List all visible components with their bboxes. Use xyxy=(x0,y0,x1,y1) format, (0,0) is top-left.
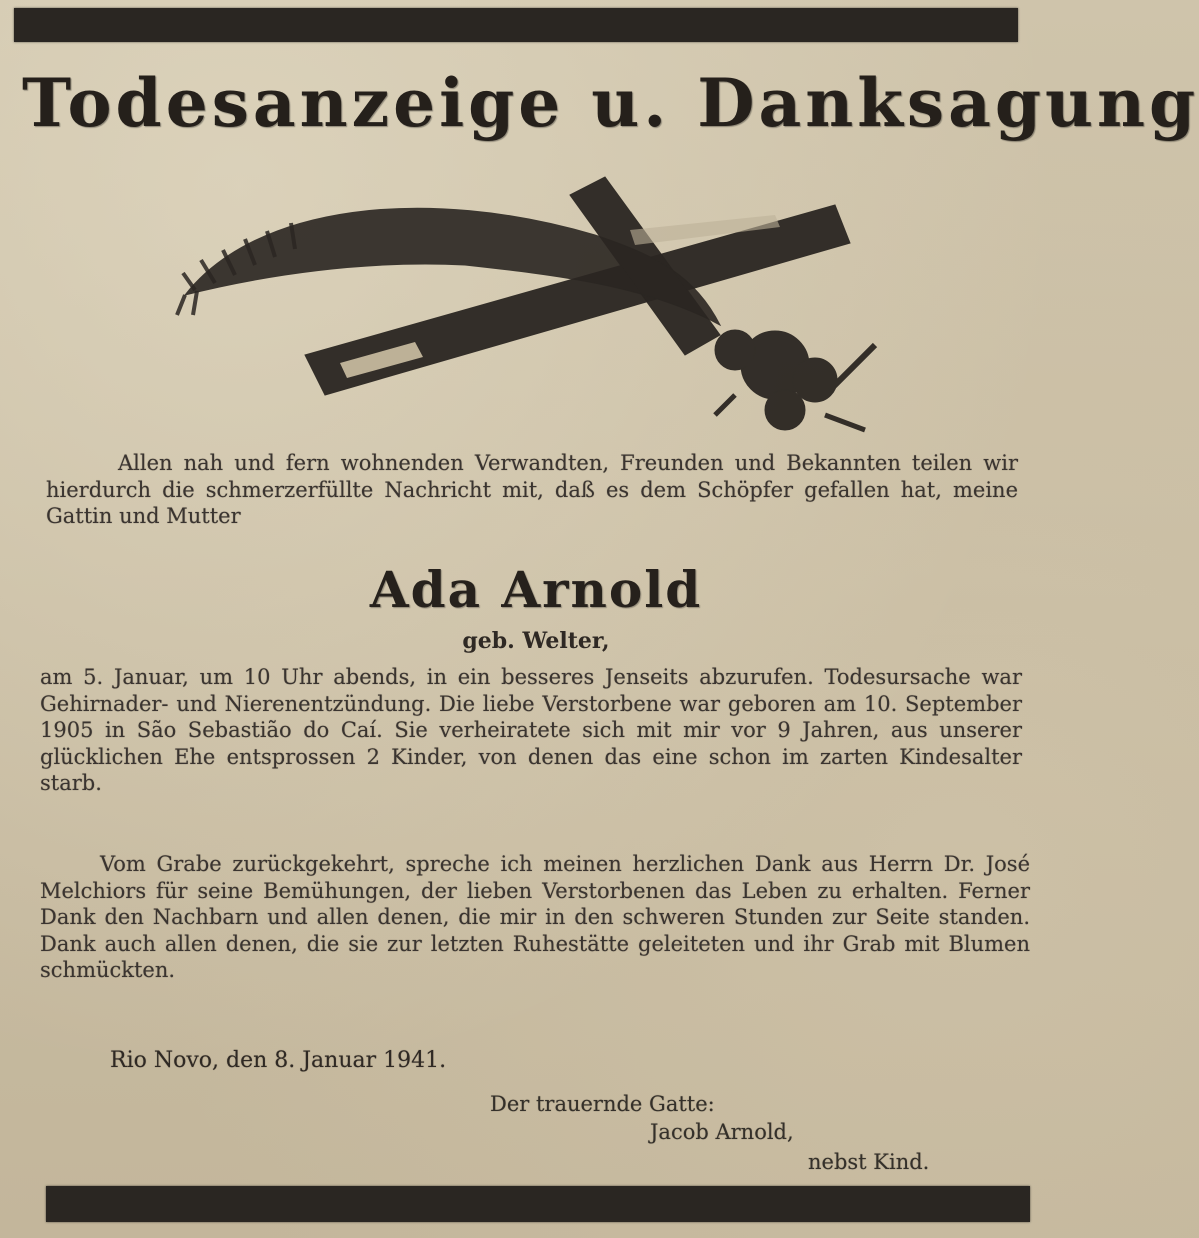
deceased-name: Ada Arnold xyxy=(369,560,703,619)
place-and-date: Rio Novo, den 8. Januar 1941. xyxy=(110,1048,447,1073)
signature-suffix: nebst Kind. xyxy=(808,1150,930,1174)
top-rule xyxy=(14,8,1018,42)
bottom-rule xyxy=(46,1186,1030,1222)
intro-paragraph: Allen nah und fern wohnenden Verwandten, Freunden und Bekannten teilen wir hierdurch die schmerzerfüllte Nachricht mit, daß es dem Schöpfer gefallen hat, meine Gattin und Mutter xyxy=(46,451,1018,528)
maiden-name: geb. Welter, xyxy=(462,628,610,654)
announcement-heading: Todesanzeige u. Danksagung xyxy=(22,64,1199,142)
thanks-paragraph: Vom Grabe zurückgekehrt, spreche ich meinen herzlichen Dank aus Herrn Dr. José Melchiors für seine Bemühungen, der lieben Verstorbenen das Leben zu erhalten. Ferner Dank den Nachbarn und allen denen, die mir in den schweren Stunden zur Seite standen. Dank auch allen denen, die sie zur letzten Ruhestätte geleiteten und ihr Grab mit Blumen schmückten. xyxy=(40,852,1030,982)
palm-frond-and-cross-icon xyxy=(175,165,895,455)
signature-title: Der trauernde Gatte: xyxy=(490,1092,715,1116)
death-details-paragraph: am 5. Januar, um 10 Uhr abends, in ein besseres Jenseits abzurufen. Todesursache war Gehirnader- und Nierenentzündung. Die liebe Verstorbene war geboren am 10. September 1905 in São Sebastião do Caí. Sie verheiratete sich mit mir vor 9 Jahren, aus unserer glücklichen Ehe entsprossen 2 Kinder, von denen das eine schon im zarten Kindesalter starb. xyxy=(40,665,1022,795)
signature-name: Jacob Arnold, xyxy=(650,1120,794,1144)
